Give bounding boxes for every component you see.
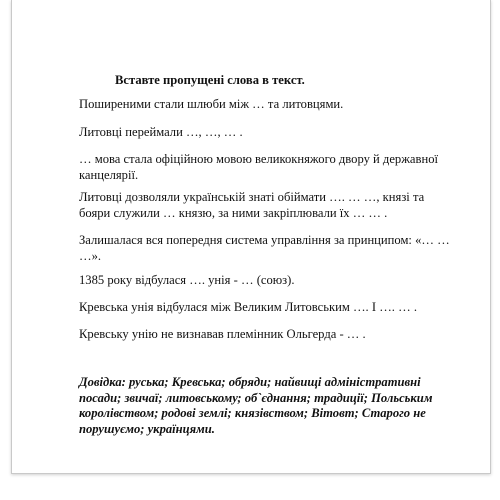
- exercise-item-4: Литовці дозволяли українській знаті обіймати …. … …, князі та бояри служили … князю, за ними закріплювали їх … … .: [79, 190, 425, 220]
- reference-text: руська; Кревська; обряди; найвищі адміністративні посади; звичаї; литовському; об`єднання; традиції; Польським королівством; родові землі; князівством; Вітовт; Старого не порушуємо; українцями.: [79, 375, 433, 436]
- exercise-item-1: Поширеними стали шлюби між … та литовцями.: [79, 97, 344, 111]
- exercise-item-2: Литовці переймали …, …, … .: [79, 125, 243, 139]
- exercise-item-8: Кревську унію не визнавав племінник Ольгерда - … .: [79, 327, 366, 341]
- worksheet-title: Вставте пропущені слова в текст.: [115, 73, 305, 87]
- exercise-item-7: Кревська унія відбулася між Великим Литовським …. І …. … .: [79, 300, 417, 314]
- exercise-item-3: … мова стала офіційною мовою великокняжого двору й державної канцелярії.: [79, 152, 438, 182]
- exercise-item-6: 1385 року відбулася …. унія - … (союз).: [79, 273, 295, 287]
- reference-label: Довідка:: [79, 375, 126, 389]
- exercise-item-5: Залишалася вся попередня система управління за принципом: «… … …».: [79, 233, 450, 263]
- reference-block: [79, 375, 454, 437]
